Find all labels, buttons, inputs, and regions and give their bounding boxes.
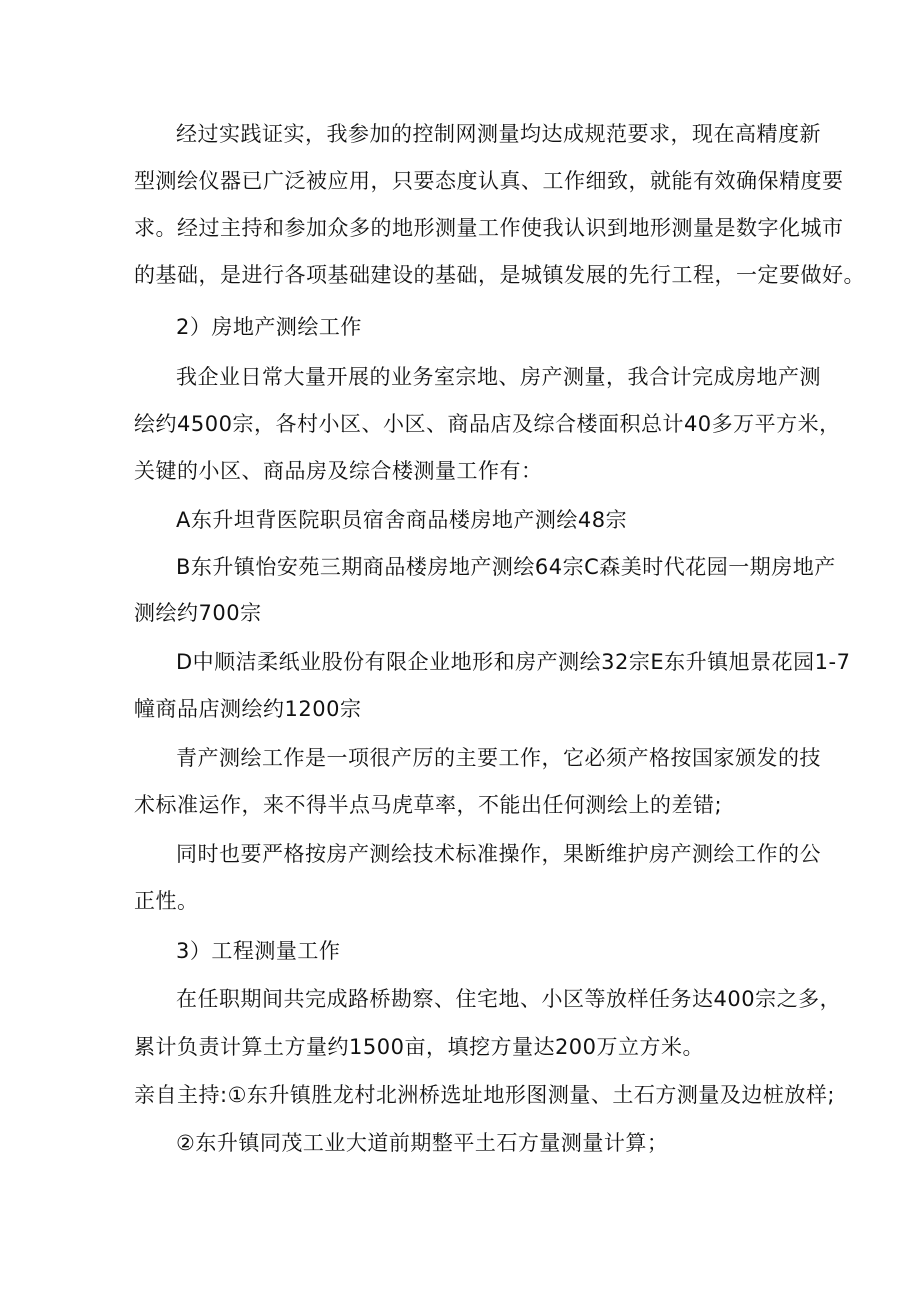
paragraph-line: 同时也要严格按房产测绘技术标准操作，果断维护房产测绘工作的公: [176, 842, 821, 866]
paragraph-line: 经过实践证实，我参加的控制网测量均达成规范要求，现在高精度新: [176, 122, 821, 146]
paragraph-line: 关键的小区、商品房及综合楼测量工作有：: [134, 459, 543, 483]
paragraph-line: 绘约4500宗，各村小区、小区、商品店及综合楼面积总计40多万平方米，: [134, 412, 841, 436]
section-heading: 2）房地产测绘工作: [176, 315, 362, 339]
section-heading: 3）工程测量工作: [176, 939, 341, 963]
paragraph-line: 在任职期间共完成路桥勘察、住宅地、小区等放样任务达400宗之多，: [176, 987, 842, 1011]
paragraph-line: 术标准运作，来不得半点马虎草率，不能出任何测绘上的差错;: [134, 793, 723, 817]
paragraph-line: 型测绘仪器已广泛被应用，只要态度认真、工作细致，就能有效确保精度要: [134, 169, 844, 193]
paragraph-line: 累计负责计算土方量约1500亩，填挖方量达200万立方米。: [134, 1035, 705, 1059]
list-item: B东升镇怡安苑三期商品楼房地产测绘64宗C森美时代花园一期房地产: [176, 555, 836, 579]
paragraph-line: 的基础，是进行各项基础建设的基础，是城镇发展的先行工程，一定要做好。: [134, 263, 865, 287]
paragraph-line: 我企业日常大量开展的业务室宗地、房产测量，我合计完成房地产测: [176, 365, 821, 389]
paragraph-line: 正性。: [134, 889, 199, 913]
paragraph-line: 求。经过主持和参加众多的地形测量工作使我认识到地形测量是数字化城市: [134, 216, 844, 240]
paragraph-line: 亲自主持:①东升镇胜龙村北洲桥选址地形图测量、土石方测量及边桩放样;: [134, 1083, 835, 1107]
paragraph-line: ②东升镇同茂工业大道前期整平土石方量测量计算；: [176, 1131, 669, 1155]
list-item: D中顺洁柔纸业股份有限企业地形和房产测绘32宗E东升镇旭景花园1-7: [176, 650, 851, 674]
paragraph-line: 幢商品店测绘约1200宗: [134, 697, 362, 721]
list-item: A东升坦背医院职员宿舍商品楼房地产测绘48宗: [176, 508, 628, 532]
paragraph-line: 测绘约700宗: [134, 601, 262, 625]
paragraph-line: 青产测绘工作是一项很产厉的主要工作，它必须产格按国家颁发的技: [176, 746, 821, 770]
